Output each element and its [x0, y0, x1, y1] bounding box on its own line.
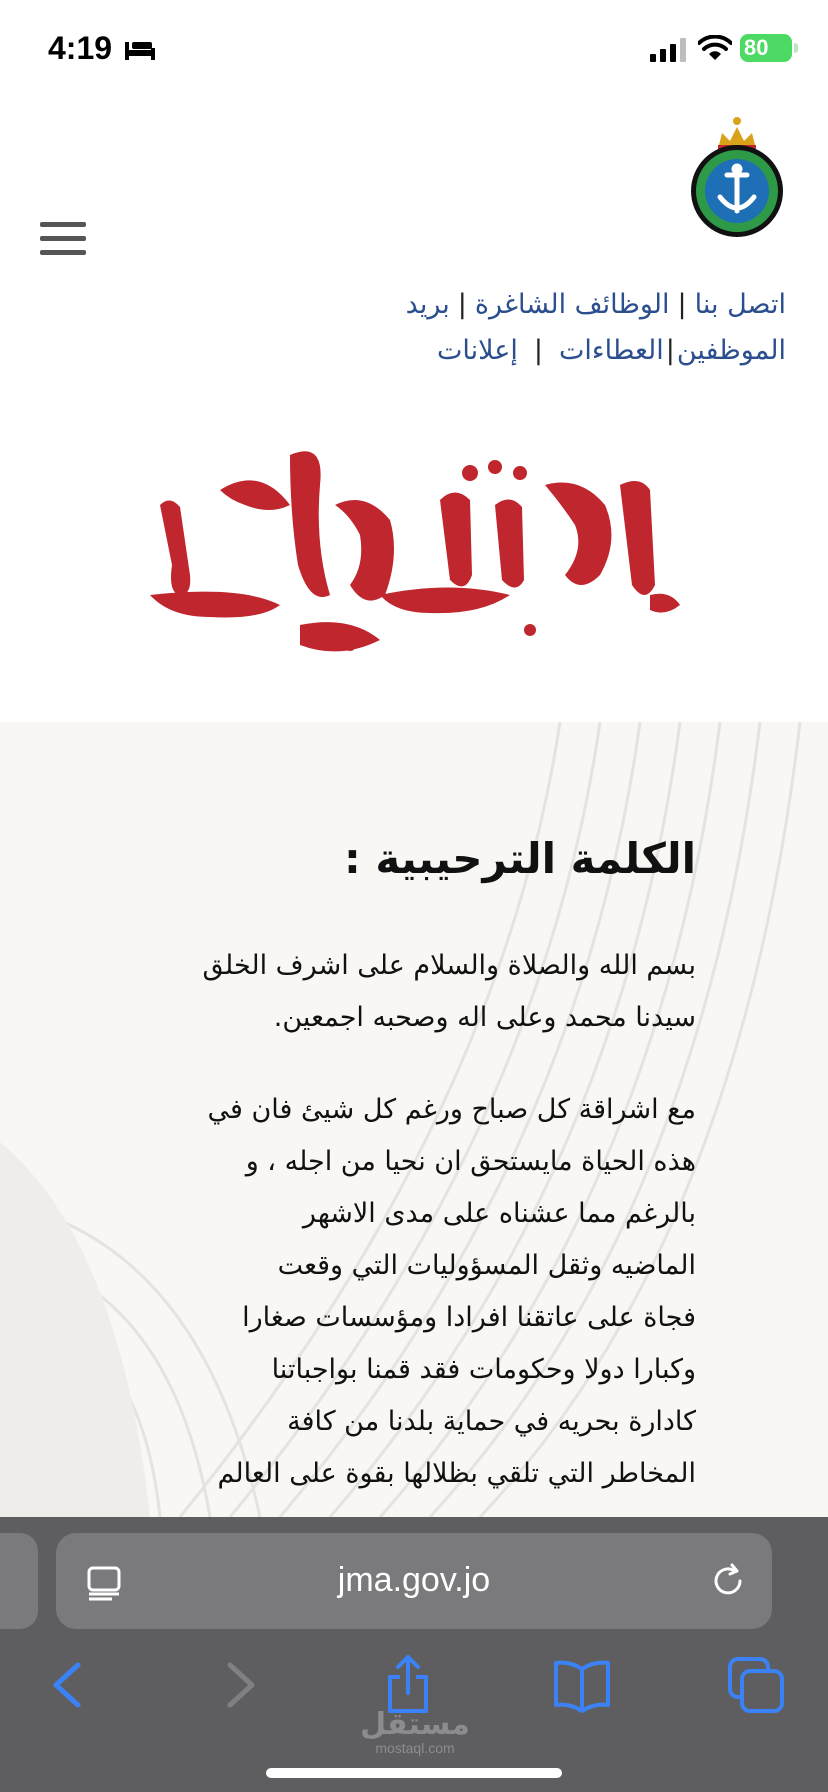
- paragraph-line: الماضيه وثقل المسؤوليات التي وقعت: [277, 1250, 696, 1281]
- share-icon[interactable]: [378, 1655, 438, 1715]
- browser-bottom-bar: [0, 1517, 828, 1792]
- paragraph-line: المخاطر التي تلقي بظلالها بقوة على العالم: [217, 1458, 696, 1489]
- nav-separator: |: [457, 289, 467, 320]
- home-indicator[interactable]: [266, 1768, 562, 1778]
- back-icon[interactable]: [40, 1655, 100, 1715]
- header-nav-links: [366, 282, 786, 374]
- anchor-crown-logo-icon[interactable]: [686, 115, 788, 237]
- bookmarks-icon[interactable]: [552, 1655, 612, 1715]
- brand-calligraphy-image: [150, 445, 680, 675]
- nav-separator: |: [533, 335, 543, 366]
- paragraph-line: وكبارا دولا وحكومات فقد قمنا بواجباتنا: [271, 1354, 696, 1385]
- status-bar: [0, 0, 828, 100]
- battery-level: 80: [744, 35, 769, 60]
- welcome-section: [0, 722, 828, 1517]
- paragraph-line: هذه الحياة مايستحق ان نحيا من اجله ، و: [245, 1146, 696, 1177]
- paragraph-line: بسم الله والصلاة والسلام على اشرف الخلق: [202, 950, 696, 981]
- welcome-paragraph-1: [116, 940, 696, 1044]
- paragraph-line: مع اشراقة كل صباح ورغم كل شيئ فان في: [207, 1094, 696, 1125]
- nav-mail-link[interactable]: بريد: [405, 289, 450, 320]
- watermark-url: mostaql.com: [375, 1740, 455, 1756]
- welcome-paragraph-2: [116, 1084, 696, 1500]
- watermark-logo-text: مستقل: [360, 1707, 470, 1742]
- welcome-title: الكلمة الترحيبية :: [343, 834, 696, 883]
- reload-icon[interactable]: [710, 1563, 746, 1599]
- nav-separator: |: [677, 289, 687, 320]
- battery-icon: [740, 34, 792, 62]
- watermark: [360, 1707, 470, 1756]
- status-time: 4:19: [48, 30, 113, 66]
- bed-icon: [124, 36, 156, 62]
- signal-icon: [650, 38, 688, 62]
- wifi-icon: [698, 35, 732, 61]
- nav-contact-link[interactable]: اتصل بنا: [694, 289, 786, 320]
- battery-cap: [794, 43, 798, 53]
- paragraph-line: فجاة على عاتقنا افرادا ومؤسسات صغارا: [242, 1302, 696, 1333]
- nav-jobs-link[interactable]: الوظائف الشاغرة: [474, 289, 670, 320]
- url-text[interactable]: jma.gov.jo: [337, 1561, 491, 1599]
- address-bar[interactable]: [56, 1533, 772, 1629]
- paragraph-line: كادارة بحريه في حماية بلدنا من كافة: [287, 1406, 696, 1437]
- forward-icon[interactable]: [208, 1655, 268, 1715]
- nav-employees-link[interactable]: الموظفين: [676, 335, 786, 366]
- hamburger-menu-icon[interactable]: [40, 222, 86, 262]
- previous-tab-preview[interactable]: [0, 1533, 38, 1629]
- nav-separator: |: [665, 335, 675, 366]
- paragraph-line: بالرغم مما عشناه على مدى الاشهر: [302, 1198, 696, 1229]
- nav-ads-link[interactable]: إعلانات: [437, 335, 518, 366]
- nav-tenders-link[interactable]: العطاءات: [559, 335, 664, 366]
- paragraph-line: سيدنا محمد وعلى اله وصحبه اجمعين.: [273, 1002, 696, 1033]
- tabs-icon[interactable]: [726, 1655, 786, 1715]
